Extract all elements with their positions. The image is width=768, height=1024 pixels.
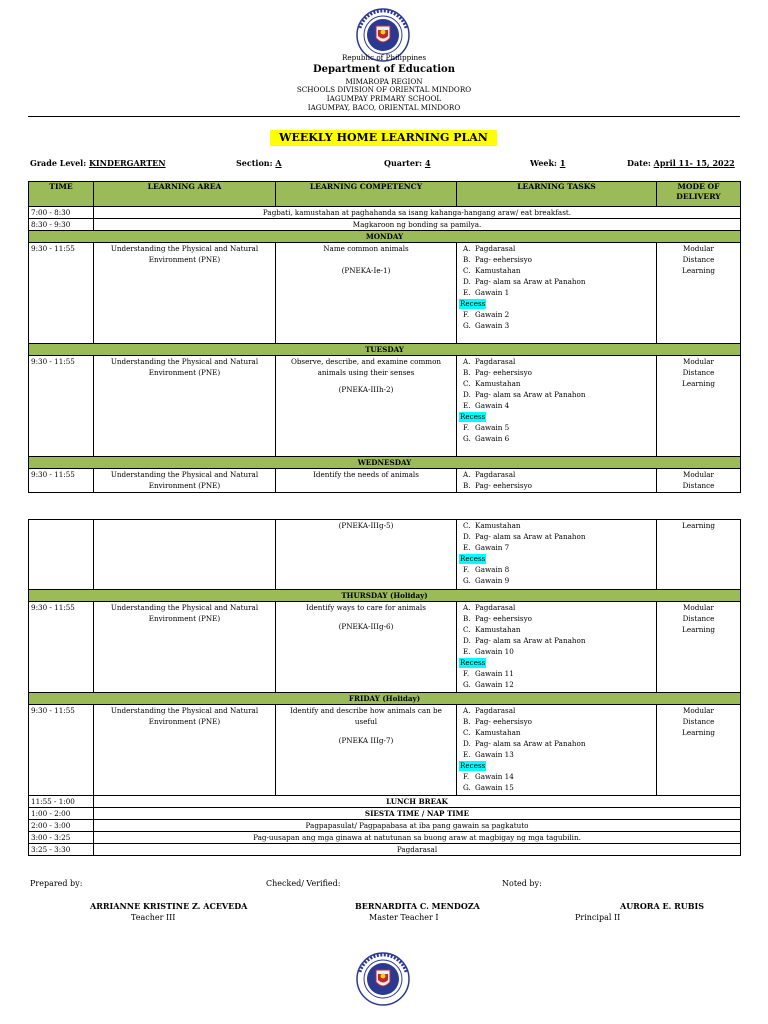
task-list <box>457 520 657 590</box>
task-text: Gawain 4 <box>475 401 510 410</box>
task-letter: B. <box>463 255 471 264</box>
col-tasks: LEARNING TASKS <box>457 182 657 207</box>
task-text: Gawain 6 <box>475 434 510 443</box>
school-name: IAGUMPAY PRIMARY SCHOOL <box>326 94 442 103</box>
task-text: Gawain 12 <box>475 680 514 689</box>
task-item <box>459 367 654 378</box>
task-letter: F. <box>463 310 470 319</box>
slot-time: 9:30 - 11:55 <box>29 705 94 796</box>
task-text: Gawain 13 <box>475 750 514 759</box>
task-letter: C. <box>463 521 471 530</box>
delivery-mode: Learning <box>657 520 741 590</box>
region-name: MIMAROPA REGION <box>345 77 423 86</box>
afternoon-activity: Pagpapasulat/ Pagpapabasa at iba pang gawain sa pagkatuto <box>94 820 741 832</box>
competency: Identify the needs of animals <box>276 469 457 493</box>
task-letter: B. <box>463 368 471 377</box>
task-letter: G. <box>463 434 471 443</box>
task-text: Kamustahan <box>475 521 521 530</box>
task-letter: E. <box>463 288 471 297</box>
task-item <box>459 309 654 320</box>
task-letter: B. <box>463 481 471 490</box>
task-item <box>459 646 654 657</box>
task-item <box>459 433 654 444</box>
delivery-mode: Modular Distance Learning <box>657 602 741 693</box>
noted-by-label: Noted by: <box>502 879 542 888</box>
task-text: Gawain 8 <box>475 565 510 574</box>
deped-seal-logo-footer <box>356 952 410 1006</box>
task-letter: G. <box>463 321 471 330</box>
task-letter: B. <box>463 614 471 623</box>
task-list <box>457 469 657 493</box>
learning-area: Understanding the Physical and Natural Environment (PNE) <box>94 356 276 457</box>
task-list <box>457 356 657 457</box>
learning-area: Understanding the Physical and Natural Environment (PNE) <box>94 705 276 796</box>
task-item <box>459 738 654 749</box>
task-item <box>459 575 654 586</box>
competency: Identify ways to care for animals (PNEKA-IIIg-6) <box>276 602 457 693</box>
task-item <box>459 389 654 400</box>
task-text: Pag- alam sa Araw at Panahon <box>475 532 586 541</box>
task-item <box>459 254 654 265</box>
day-header-monday: MONDAY <box>29 231 741 243</box>
task-letter: D. <box>463 390 471 399</box>
task-text: Pag- eehersisyo <box>475 614 533 623</box>
day-header-friday: FRIDAY (Holiday) <box>29 693 741 705</box>
slot-time: 9:30 - 11:55 <box>29 602 94 693</box>
task-list <box>457 705 657 796</box>
delivery-mode: Modular Distance Learning <box>657 356 741 457</box>
section: Section: A <box>236 158 282 168</box>
recess-label: Recess <box>460 658 486 667</box>
col-competency: LEARNING COMPETENCY <box>276 182 457 207</box>
task-letter: G. <box>463 576 471 585</box>
task-letter: C. <box>463 728 471 737</box>
task-item <box>459 480 654 491</box>
task-list <box>457 602 657 693</box>
task-letter: E. <box>463 647 471 656</box>
learning-area: Understanding the Physical and Natural Environment (PNE) <box>94 469 276 493</box>
task-letter: C. <box>463 379 471 388</box>
task-text: Kamustahan <box>475 625 521 634</box>
task-text: Gawain 7 <box>475 543 510 552</box>
delivery-mode: Modular Distance Learning <box>657 705 741 796</box>
afternoon-time: 3:00 - 3:25 <box>29 832 94 844</box>
task-item <box>459 287 654 298</box>
task-text: Gawain 9 <box>475 576 510 585</box>
task-letter: D. <box>463 277 471 286</box>
task-item <box>459 782 654 793</box>
task-item <box>459 635 654 646</box>
delivery-mode: Modular Distance <box>657 469 741 493</box>
division-name: SCHOOLS DIVISION OF ORIENTAL MINDORO <box>296 85 472 94</box>
noted-by-name: AURORA E. RUBIS <box>620 901 705 911</box>
school-address: IAGUMPAY, BACO, ORIENTAL MINDORO <box>307 103 461 112</box>
task-item <box>459 542 654 553</box>
task-text: Gawain 1 <box>475 288 510 297</box>
task-item <box>459 564 654 575</box>
prepared-by-label: Prepared by: <box>30 879 83 888</box>
recess-label: Recess <box>460 412 486 421</box>
task-letter: A. <box>463 603 471 612</box>
task-item <box>459 749 654 760</box>
task-item <box>459 356 654 367</box>
task-item <box>459 716 654 727</box>
day-header-wednesday: WEDNESDAY <box>29 457 741 469</box>
task-text: Pag- eehersisyo <box>475 368 533 377</box>
afternoon-activity: LUNCH BREAK <box>94 796 741 808</box>
task-item <box>459 276 654 287</box>
task-item <box>459 243 654 254</box>
prepared-by-name: ARRIANNE KRISTINE Z. ACEVEDA <box>90 901 248 911</box>
prepared-by-title: Teacher III <box>131 913 176 922</box>
afternoon-activity: Pagdarasal <box>94 844 741 856</box>
afternoon-time: 3:25 - 3:30 <box>29 844 94 856</box>
task-list <box>457 243 657 344</box>
task-text: Pag- alam sa Araw at Panahon <box>475 636 586 645</box>
afternoon-activity: Pag-uusapan ang mga ginawa at natutunan sa buong araw at magbigay ng mga tagubilin. <box>94 832 741 844</box>
task-item <box>459 705 654 716</box>
checked-by-title: Master Teacher I <box>369 913 439 922</box>
afternoon-time: 2:00 - 3:00 <box>29 820 94 832</box>
checked-by-label: Checked/ Verified: <box>266 879 341 888</box>
quarter: Quarter: 4 <box>384 158 431 168</box>
day-header-tuesday: TUESDAY <box>29 344 741 356</box>
task-letter: E. <box>463 750 471 759</box>
delivery-mode: Modular Distance Learning <box>657 243 741 344</box>
task-item <box>459 727 654 738</box>
task-item <box>459 771 654 782</box>
checked-by-name: BERNARDITA C. MENDOZA <box>355 901 480 911</box>
task-letter: F. <box>463 772 470 781</box>
task-text: Gawain 2 <box>475 310 510 319</box>
task-letter: F. <box>463 565 470 574</box>
slot-time-continued <box>29 520 94 590</box>
republic-line: Republic of Philippines <box>341 53 427 62</box>
task-item <box>459 679 654 690</box>
task-letter: A. <box>463 244 471 253</box>
task-item <box>459 531 654 542</box>
task-text: Pag- alam sa Araw at Panahon <box>475 277 586 286</box>
task-letter: A. <box>463 357 471 366</box>
task-item <box>459 602 654 613</box>
task-text: Gawain 10 <box>475 647 514 656</box>
task-item <box>459 378 654 389</box>
task-letter: F. <box>463 423 470 432</box>
task-text: Kamustahan <box>475 728 521 737</box>
grade-level: Grade Level: KINDERGARTEN <box>30 158 166 168</box>
slot-time: 9:30 - 11:55 <box>29 469 94 493</box>
recess-label: Recess <box>460 299 486 308</box>
afternoon-time: 1:00 - 2:00 <box>29 808 94 820</box>
task-item <box>459 400 654 411</box>
learning-area: Understanding the Physical and Natural Environment (PNE) <box>94 243 276 344</box>
task-text: Gawain 15 <box>475 783 514 792</box>
task-letter: C. <box>463 625 471 634</box>
competency: Observe, describe, and examine common animals using their senses (PNEKA-IIIh-2) <box>276 356 457 457</box>
task-letter: F. <box>463 669 470 678</box>
task-item <box>459 624 654 635</box>
task-letter: D. <box>463 532 471 541</box>
task-letter: B. <box>463 717 471 726</box>
afternoon-activity: SIESTA TIME / NAP TIME <box>94 808 741 820</box>
task-letter: C. <box>463 266 471 275</box>
recess-label: Recess <box>460 761 486 770</box>
task-letter: E. <box>463 543 471 552</box>
task-item <box>459 668 654 679</box>
learning-area: Understanding the Physical and Natural Environment (PNE) <box>94 602 276 693</box>
task-letter: G. <box>463 783 471 792</box>
task-item <box>459 469 654 480</box>
task-item <box>459 520 654 531</box>
competency: Name common animals (PNEKA-Ie-1) <box>276 243 457 344</box>
task-text: Kamustahan <box>475 379 521 388</box>
task-text: Gawain 11 <box>475 669 514 678</box>
task-text: Pagdarasal <box>475 603 516 612</box>
learning-area-continued <box>94 520 276 590</box>
task-text: Pag- eehersisyo <box>475 481 533 490</box>
task-text: Pag- eehersisyo <box>475 717 533 726</box>
page-title: WEEKLY HOME LEARNING PLAN <box>270 130 497 146</box>
competency-code: (PNEKA-IIIg-5) <box>276 520 457 590</box>
slot-time: 9:30 - 11:55 <box>29 243 94 344</box>
task-item <box>459 265 654 276</box>
task-text: Gawain 5 <box>475 423 510 432</box>
task-text: Pag- alam sa Araw at Panahon <box>475 739 586 748</box>
task-letter: A. <box>463 706 471 715</box>
date: Date: April 11- 15, 2022 <box>627 158 735 168</box>
routine-text: Pagbati, kamustahan at paghahanda sa isang kahanga-hangang araw/ eat breakfast. <box>94 207 741 219</box>
task-letter: A. <box>463 470 471 479</box>
task-text: Pag- eehersisyo <box>475 255 533 264</box>
header-divider <box>28 116 740 117</box>
task-item <box>459 422 654 433</box>
week: Week: 1 <box>530 158 566 168</box>
task-text: Kamustahan <box>475 266 521 275</box>
plan-table-page-1 <box>28 181 741 493</box>
task-item <box>459 613 654 624</box>
noted-by-title: Principal II <box>575 913 621 922</box>
department-name: Department of Education <box>313 64 455 75</box>
routine-text: Magkaroon ng bonding sa pamilya. <box>94 219 741 231</box>
col-time: TIME <box>29 182 94 207</box>
task-text: Pagdarasal <box>475 706 516 715</box>
afternoon-time: 11:55 - 1:00 <box>29 796 94 808</box>
task-text: Pag- alam sa Araw at Panahon <box>475 390 586 399</box>
routine-time: 7:00 - 8:30 <box>29 207 94 219</box>
task-letter: E. <box>463 401 471 410</box>
task-text: Gawain 3 <box>475 321 510 330</box>
task-text: Pagdarasal <box>475 357 516 366</box>
task-letter: D. <box>463 636 471 645</box>
recess-label: Recess <box>460 554 486 563</box>
competency: Identify and describe how animals can be useful (PNEKA IIIg-7) <box>276 705 457 796</box>
slot-time: 9:30 - 11:55 <box>29 356 94 457</box>
routine-time: 8:30 - 9:30 <box>29 219 94 231</box>
plan-table-page-2 <box>28 519 741 856</box>
task-item <box>459 320 654 331</box>
task-text: Gawain 14 <box>475 772 514 781</box>
col-learning-area: LEARNING AREA <box>94 182 276 207</box>
task-letter: G. <box>463 680 471 689</box>
task-text: Pagdarasal <box>475 470 516 479</box>
task-text: Pagdarasal <box>475 244 516 253</box>
col-mode: MODE OF DELIVERY <box>657 182 741 207</box>
task-letter: D. <box>463 739 471 748</box>
day-header-thursday: THURSDAY (Holiday) <box>29 590 741 602</box>
